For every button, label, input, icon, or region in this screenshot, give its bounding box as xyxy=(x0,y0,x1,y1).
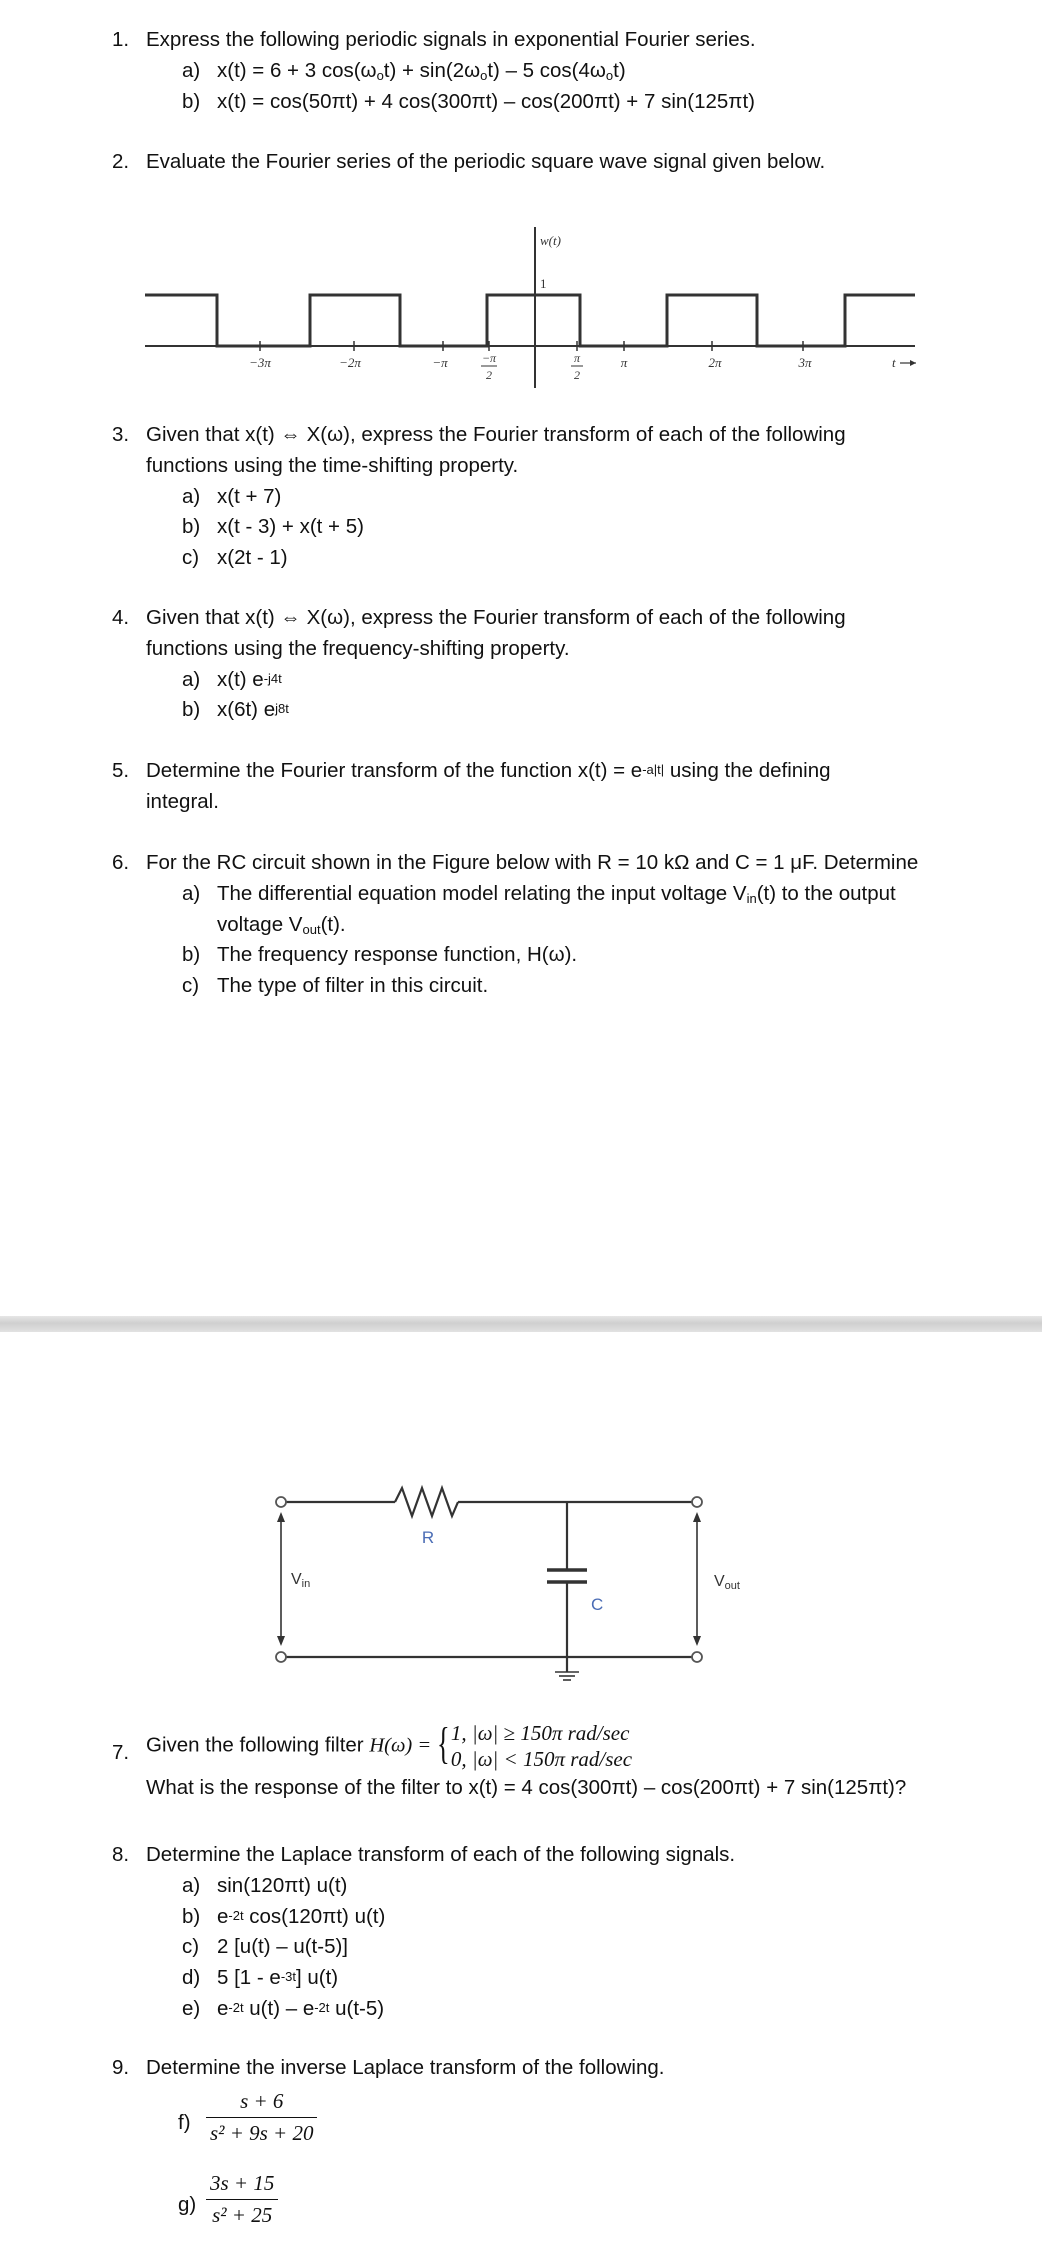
subitem-c xyxy=(182,1932,992,1963)
subitem-label: b) xyxy=(182,943,201,967)
question-number: 7. xyxy=(112,1741,130,1764)
question-text-line-2: What is the response of the filter to x(t) = 4 cos(300πt) – cos(200πt) + 7 sin(125πt)? xyxy=(146,1775,907,1799)
subitem-text: x(6t) $e^{j8t}$ xyxy=(217,698,289,722)
resistor xyxy=(395,1488,458,1516)
question-number: 5. xyxy=(112,759,130,782)
question-number: 1. xyxy=(112,28,130,51)
fraction-f xyxy=(206,2088,317,2148)
square-wave-figure xyxy=(140,215,930,395)
subitem-label: b) xyxy=(182,1904,201,1928)
subitem-a xyxy=(182,879,992,941)
numerator: 3s + 15 xyxy=(206,2170,278,2200)
question-1 xyxy=(112,25,992,117)
case-2: 0, |ω| < 150π rad/sec xyxy=(450,1747,633,1772)
subitem-label: d) xyxy=(182,1966,201,1989)
question-9 xyxy=(112,2053,992,2242)
subitem-label: e) xyxy=(182,1996,201,2020)
subitem-b xyxy=(182,512,992,543)
subitem-label: b) xyxy=(182,515,201,539)
subitem-label: f) xyxy=(178,2110,191,2134)
question-4 xyxy=(112,603,992,726)
tick-label: 2π xyxy=(708,355,722,370)
question-number: 6. xyxy=(112,851,130,874)
fraction-g xyxy=(206,2170,278,2230)
subitem-text: sin(120πt) u(t) xyxy=(217,1873,348,1897)
subitem-b xyxy=(182,940,992,971)
numerator: s + 6 xyxy=(206,2088,317,2118)
question-number: 8. xyxy=(112,1843,130,1866)
vout-label: Vout xyxy=(714,1573,740,1592)
subitem-label: c) xyxy=(182,1935,200,1959)
question-text-line-1: Determine the Fourier transform of the function $x(t) = e^{-a|t|}$ using the defining xyxy=(146,759,831,782)
t-label: t xyxy=(892,355,896,370)
denominator: s² + 25 xyxy=(212,2203,273,2228)
subitem-b xyxy=(182,1902,992,1933)
subitem-d xyxy=(182,1963,992,1994)
level-label: 1 xyxy=(540,276,547,291)
question-text: Express the following periodic signals in exponential Fourier series. xyxy=(146,28,756,51)
y-axis-label: w(t) xyxy=(540,233,561,248)
subitem-a xyxy=(182,665,992,696)
subitem-text: 2 [u(t) – u(t-5)] xyxy=(217,1935,349,1959)
question-6 xyxy=(112,848,992,1002)
subitem-e xyxy=(182,1994,992,2025)
question-text: Determine the inverse Laplace transform of the following. xyxy=(146,2056,665,2079)
output-terminal-bottom xyxy=(692,1652,702,1662)
subitem-a xyxy=(182,56,992,87)
question-3 xyxy=(112,420,992,574)
t-arrow-icon xyxy=(910,360,916,366)
question-text-line-2: integral. xyxy=(146,789,219,813)
subitem-label: b) xyxy=(182,698,201,722)
tick-label: −3π xyxy=(249,355,271,370)
subitem-text: x(t - 3) + x(t + 5) xyxy=(217,515,364,539)
tick-label: π xyxy=(620,355,628,370)
half-tick-pos-den: 2 xyxy=(574,368,580,382)
page-separator xyxy=(0,1316,1042,1332)
half-tick-pos-num: π xyxy=(573,351,581,365)
subitem-label: b) xyxy=(182,89,201,113)
subitem-text: The differential equation model relating the input voltage $V_{in}(t)$ to the output voltage $V_{out}(t)$. xyxy=(217,881,896,937)
question-8 xyxy=(112,1840,992,2025)
question-text-line-1: Given that x(t) ⇔ X(ω), express the Fourier transform of each of the following xyxy=(146,606,846,629)
input-terminal-top xyxy=(276,1497,286,1507)
denominator: s² + 9s + 20 xyxy=(210,2121,314,2146)
question-2 xyxy=(112,147,992,178)
subitem-label: g) xyxy=(178,2192,197,2216)
question-text-line-1: Given the following filter H(ω) = { 1, |ω| ≥ 150π rad/sec 0, |ω| < 150π rad/sec xyxy=(146,1719,633,1772)
subitem-label: c) xyxy=(182,546,200,569)
rc-circuit-figure xyxy=(260,1482,740,1712)
resistor-label: R xyxy=(421,1528,435,1547)
question-text: For the RC circuit shown in the Figure below with R = 10 kΩ and C = 1 μF. Determine xyxy=(146,851,919,874)
subitem-c xyxy=(182,543,992,574)
question-text: Determine the Laplace transform of each of the following signals. xyxy=(146,1843,736,1866)
subitem-text: $e^{-2t}$ cos(120πt) u(t) xyxy=(217,1904,386,1928)
half-tick-neg-num: −π xyxy=(481,351,497,365)
filter-function: H(ω) = xyxy=(369,1734,432,1757)
subitem-label: c) xyxy=(182,974,200,997)
brace-icon: { xyxy=(436,1719,450,1768)
subitem-text: x(t) $e^{-j4t}$ xyxy=(217,667,282,691)
output-terminal-top xyxy=(692,1497,702,1507)
subitem-label: a) xyxy=(182,667,201,691)
vin-label: Vin xyxy=(291,1571,311,1590)
question-text: Evaluate the Fourier series of the periodic square wave signal given below. xyxy=(146,150,826,173)
question-text-line-2: functions using the time-shifting property. xyxy=(146,453,519,477)
tick-label: −2π xyxy=(339,355,361,370)
subitem-text: x(2t - 1) xyxy=(217,546,288,569)
square-wave xyxy=(145,295,915,346)
capacitor-label: C xyxy=(591,1595,604,1614)
subitem-g xyxy=(178,2170,992,2242)
subitem-b xyxy=(182,87,992,118)
subitem-text: x(t) = 6 + 3 $\cos(\omega_ot) + \sin(2\omega_ot) - 5$ $\cos(4\omega_ot)$ xyxy=(217,58,626,83)
question-number: 2. xyxy=(112,150,130,173)
subitem-a xyxy=(182,1871,992,1902)
subitem-text: x(t) = cos(50πt) + 4 cos(300πt) – cos(200πt) + 7 sin(125πt) xyxy=(217,89,755,113)
question-5 xyxy=(112,756,992,818)
piecewise-cases xyxy=(437,1720,632,1773)
ground-icon xyxy=(555,1672,579,1680)
subitem-label: a) xyxy=(182,1873,201,1897)
question-number: 9. xyxy=(112,2056,130,2079)
subitem-text: 5 $[1 - e^{-3t}]$ u(t) xyxy=(217,1966,339,1989)
page-2 xyxy=(0,1332,1042,2260)
subitem-a xyxy=(182,482,992,513)
input-terminal-bottom xyxy=(276,1652,286,1662)
subitem-label: a) xyxy=(182,881,201,905)
subitem-b xyxy=(182,695,992,726)
half-tick-neg-den: 2 xyxy=(486,368,492,382)
case-1: 1, |ω| ≥ 150π rad/sec xyxy=(450,1721,630,1745)
subitem-label: a) xyxy=(182,58,201,82)
question-number: 3. xyxy=(112,423,130,446)
question-text-line-1: Given that x(t) ⇔ X(ω), express the Fourier transform of each of the following xyxy=(146,423,846,446)
subitem-label: a) xyxy=(182,484,201,508)
question-text-line-2: functions using the frequency-shifting property. xyxy=(146,636,570,660)
subitem-text: x(t + 7) xyxy=(217,484,282,508)
tick-label: −π xyxy=(432,355,448,370)
subitem-text: The type of filter in this circuit. xyxy=(217,974,489,997)
subitem-text: $e^{-2t}$ $u(t) - e^{-2t}$ u(t-5) xyxy=(217,1996,385,2020)
question-number: 4. xyxy=(112,606,130,629)
question-7 xyxy=(112,1720,992,1803)
tick-label: 3π xyxy=(798,355,812,370)
subitem-f xyxy=(178,2088,992,2160)
subitem-c xyxy=(182,971,992,1002)
subitem-text: The frequency response function, H(ω). xyxy=(217,943,578,967)
